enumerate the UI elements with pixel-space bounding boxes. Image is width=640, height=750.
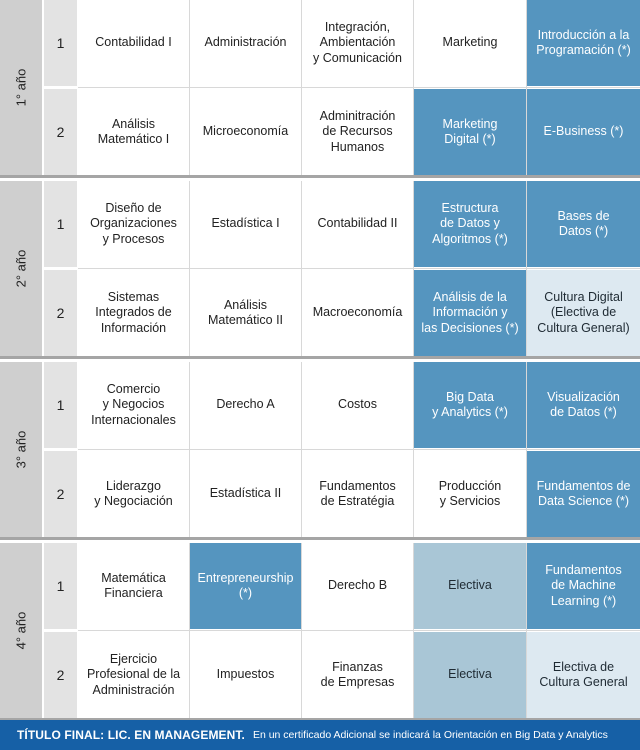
subject-cell: Ejercicio Profesional de la Administración bbox=[78, 632, 189, 718]
subject-cell: Estadística I bbox=[190, 181, 301, 267]
subject-cell: Integración, Ambientación y Comunicación bbox=[302, 0, 413, 86]
semester-number: 2 bbox=[44, 270, 77, 356]
semester-number: 1 bbox=[44, 181, 77, 267]
year-label-text: 2° año bbox=[13, 249, 29, 288]
footer-bar bbox=[0, 720, 640, 750]
subject-cell: Adminitración de Recursos Humanos bbox=[302, 89, 413, 175]
subject-cell: Análisis Matemático II bbox=[190, 270, 301, 356]
year-label-text: 4° año bbox=[13, 611, 29, 650]
year-block bbox=[0, 362, 640, 540]
subject-cell: Estructura de Datos y Algoritmos (*) bbox=[414, 181, 526, 267]
subject-cell: Sistemas Integrados de Información bbox=[78, 270, 189, 356]
semester-divider bbox=[78, 630, 640, 631]
subject-cell: Marketing Digital (*) bbox=[414, 89, 526, 175]
semester-divider bbox=[78, 87, 640, 88]
subject-cell: Big Data y Analytics (*) bbox=[414, 362, 526, 448]
subject-cell: Fundamentos de Data Science (*) bbox=[527, 451, 640, 537]
subject-cell: Visualización de Datos (*) bbox=[527, 362, 640, 448]
semester-divider bbox=[78, 268, 640, 269]
subject-cell: Microeconomía bbox=[190, 89, 301, 175]
subject-cell: Cultura Digital (Electiva de Cultura General) bbox=[527, 270, 640, 356]
year-label bbox=[0, 362, 42, 537]
subject-cell: Comercio y Negocios Internacionales bbox=[78, 362, 189, 448]
subject-cell: Marketing bbox=[414, 0, 526, 86]
subject-cell: Macroeconomía bbox=[302, 270, 413, 356]
subject-cell: Derecho A bbox=[190, 362, 301, 448]
subject-cell: Entrepreneurship (*) bbox=[190, 543, 301, 629]
orientation-note: En un certificado Adicional se indicará la Orientación en Big Data y Analytics bbox=[252, 729, 608, 741]
semester-number: 2 bbox=[44, 632, 77, 718]
year-block bbox=[0, 0, 640, 178]
subject-cell: Electiva de Cultura General bbox=[527, 632, 640, 718]
subject-cell: Impuestos bbox=[190, 632, 301, 718]
semester-number: 1 bbox=[44, 0, 77, 86]
subject-cell: Diseño de Organizaciones y Procesos bbox=[78, 181, 189, 267]
semester-number: 2 bbox=[44, 89, 77, 175]
subject-cell: Finanzas de Empresas bbox=[302, 632, 413, 718]
subject-cell: Matemática Financiera bbox=[78, 543, 189, 629]
subject-cell: Producción y Servicios bbox=[414, 451, 526, 537]
year-label bbox=[0, 0, 42, 175]
subject-cell: Fundamentos de Machine Learning (*) bbox=[527, 543, 640, 629]
year-label-text: 1° año bbox=[13, 68, 29, 107]
subject-cell: Fundamentos de Estratégia bbox=[302, 451, 413, 537]
subject-cell: Análisis Matemático I bbox=[78, 89, 189, 175]
subject-cell: Análisis de la Información y las Decisiones (*) bbox=[414, 270, 526, 356]
subject-cell: Administración bbox=[190, 0, 301, 86]
subject-cell: Electiva bbox=[414, 632, 526, 718]
subject-cell: E-Business (*) bbox=[527, 89, 640, 175]
year-block bbox=[0, 181, 640, 359]
semester-number: 2 bbox=[44, 451, 77, 537]
subject-cell: Bases de Datos (*) bbox=[527, 181, 640, 267]
year-label-text: 3° año bbox=[13, 430, 29, 469]
year-label bbox=[0, 543, 42, 718]
semester-divider bbox=[78, 449, 640, 450]
final-degree-title: TÍTULO FINAL: LIC. EN MANAGEMENT. bbox=[17, 728, 245, 742]
semester-number: 1 bbox=[44, 543, 77, 629]
subject-cell: Estadística II bbox=[190, 451, 301, 537]
year-block bbox=[0, 543, 640, 721]
subject-cell: Introducción a la Programación (*) bbox=[527, 0, 640, 86]
subject-cell: Costos bbox=[302, 362, 413, 448]
subject-cell: Contabilidad II bbox=[302, 181, 413, 267]
subject-cell: Derecho B bbox=[302, 543, 413, 629]
subject-cell: Contabilidad I bbox=[78, 0, 189, 86]
subject-cell: Electiva bbox=[414, 543, 526, 629]
subject-cell: Liderazgo y Negociación bbox=[78, 451, 189, 537]
year-label bbox=[0, 181, 42, 356]
semester-number: 1 bbox=[44, 362, 77, 448]
